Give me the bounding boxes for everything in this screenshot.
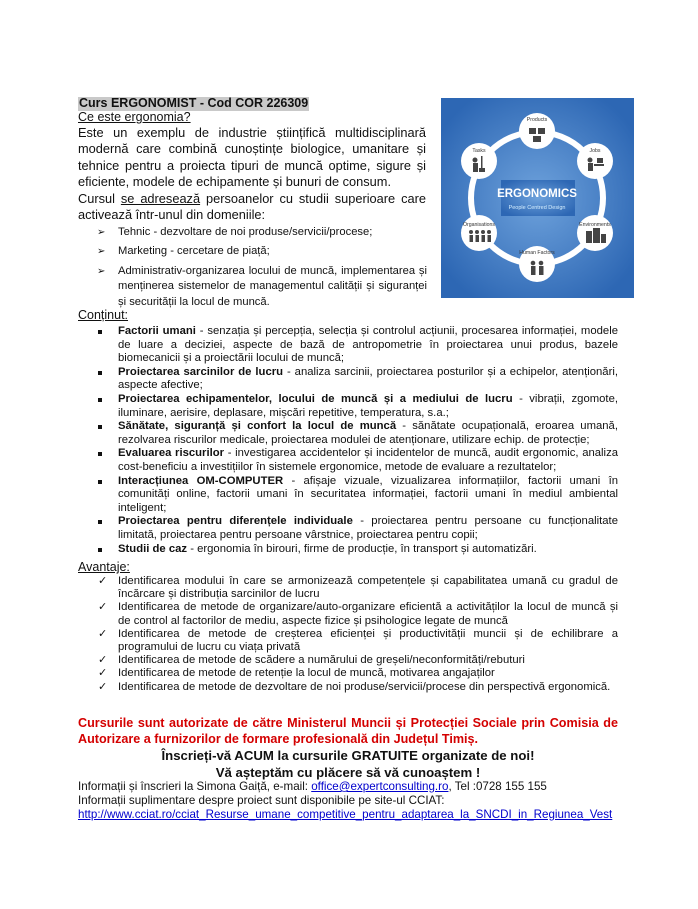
node-jobs: Jobs: [589, 148, 601, 154]
list-item: Proiectarea pentru diferențele individuale - proiectarea pentru persoane cu funcționalitate limitată, proiectarea pentru persoane vârstnice, proiectarea pentru copii;: [97, 515, 618, 542]
list-item: Sănătate, siguranță și confort la locul de muncă - sănătate ocupațională, eroarea umană, rezolvarea riscurilor medicale, proiectarea modulei de atenționare, utilizare echip. de protecție;: [97, 420, 618, 447]
advantages-heading: Avantaje:: [78, 560, 130, 574]
project-link[interactable]: http://www.cciat.ro/cciat_Resurse_umane_competitive_pentru_adaptarea_la_SNCDI_in_Regiunea_Vest: [78, 808, 613, 821]
list-item: Proiectarea echipamentelor, locului de muncă și a mediului de lucru - vibrații, zgomote, iluminare, aerisire, deplasare, mișcări repetitive, temperatura, s.a.;: [97, 393, 618, 420]
list-item: Studii de caz - ergonomia în birouri, firme de producție, în transport și automatizări.: [97, 543, 618, 557]
email-link[interactable]: office@expertconsulting.ro: [311, 780, 449, 793]
node-tasks: Tasks: [472, 148, 486, 154]
graphic-subtitle: People Centred Design: [508, 205, 566, 211]
list-item: ➢ Administrativ-organizarea locului de muncă, implementarea și menținerea sistemelor de managementul calității și siguranței și securității la locul de muncă.: [97, 264, 427, 308]
project-link-line: [78, 808, 612, 822]
check-icon: ✓: [98, 601, 108, 614]
advantages-list: [97, 575, 618, 694]
list-item: ➢ Marketing - cercetare de piață;: [97, 245, 270, 258]
node-products: Products: [526, 117, 548, 123]
intro-line: eficiente, modele de echipamente și bunuri de consum.: [78, 174, 391, 190]
intro-paragraph: [78, 125, 426, 223]
more-info-line: Informații suplimentare despre proiect sunt disponibile pe site-ul CCIAT:: [78, 794, 445, 807]
list-item: ✓ Identificarea modului în care se armonizează competențele și capabilitatea umană cu gradul de încărcare și distribuția sarcinilor de lucru: [98, 575, 618, 601]
cta-enroll: Înscrieți-vă ACUM la cursurile GRATUITE organizate de noi!: [161, 748, 535, 763]
content-heading: Conținut:: [78, 308, 129, 322]
node-environments: Environments: [579, 222, 611, 228]
check-icon: ✓: [98, 667, 108, 680]
audience-line-2: activează într-unul din domeniile:: [78, 207, 266, 223]
list-item: Evaluarea riscurilor - investigarea accidentelor și incidentelor de muncă, audit ergonomic, analiza cost-beneficiu a investițiilor în sistemele ergonomice, metode de evaluare a rezultatelor;: [97, 447, 618, 474]
list-item: ✓ Identificarea de metode de creșterea eficienței și productivității muncii și de echilibrare a programului de lucru cu viața privată: [98, 627, 618, 654]
intro-line: modernă care combină cunoștințe biologice, umanitare și: [78, 141, 426, 157]
graphic-title: ERGONOMICS: [497, 188, 577, 200]
contact-line: Informații și înscrieri la Simona Gaiță, e-mail: office@expertconsulting.ro, Tel :0728 155 155: [78, 780, 547, 793]
check-icon: ✓: [98, 654, 108, 667]
domains-list: [97, 225, 427, 314]
list-item: Factorii umani - senzația și percepția, selecția și controlul acțiunii, procesarea informației, modele de luare a deciziei, aspecte de bază de antropometrie în proiectarea unui produs, bazele biomecanicii și a proiectării locului de muncă;: [97, 325, 618, 366]
intro-line: tehnice pentru a proiecta tipuri de muncă optime, sigure și: [78, 157, 426, 173]
list-item: ✓ Identificarea de metode de scădere a numărului de greșeli/neconformități/rebuturi: [98, 654, 525, 667]
list-item: ✓ Identificarea de metode de organizare/auto-organizare eficientă a activităților la locul de muncă și de control al factorilor de mediu, aspecte fizice și psihologice legate de muncă: [98, 601, 618, 627]
check-icon: ✓: [98, 575, 108, 587]
list-item: ✓ Identificarea de metode de retenție la locul de muncă, motivarea angajaților: [98, 667, 495, 680]
document-title: Curs ERGONOMIST - Cod COR 226309: [79, 96, 309, 110]
node-human-factors: Human Factors: [519, 250, 555, 256]
list-item: ✓ Identificarea de metode de dezvoltare de noi produse/servicii/procese din perspectivă ergonomică.: [98, 680, 611, 693]
audience-line: Cursul se adresează persoanelor cu studii superioare care: [78, 190, 426, 206]
list-item: Proiectarea sarcinilor de lucru - analiza sarcinii, proiectarea posturilor și a echipelor, atenționări, aspecte afective;: [97, 366, 618, 393]
cta-welcome: Vă așteptăm cu plăcere să vă cunoaștem !: [215, 765, 481, 780]
list-item: Interacțiunea OM-COMPUTER - afișaje vizuale, vizualizarea informațiilor, factorii umani în comunități online, factorii umani în securitatea informației, factorii umani în mediul ambiental inteligent;: [97, 475, 618, 516]
check-icon: ✓: [98, 680, 108, 693]
question-heading: Ce este ergonomia?: [78, 110, 191, 124]
content-list: [97, 325, 618, 556]
ergonomics-graphic: [441, 98, 634, 298]
node-organisations: Organisations: [462, 222, 496, 228]
list-item: ➢ Tehnic - dezvoltare de noi produse/servicii/procese;: [97, 226, 373, 238]
intro-line: Este un exemplu de industrie științifică multidisciplinară: [78, 125, 426, 140]
authorization-notice: Cursurile sunt autorizate de către Ministerul Muncii și Protecției Sociale prin Comisia de Autorizare a furnizorilor de formare profesională din Județul Timiș.: [78, 716, 618, 746]
check-icon: ✓: [98, 627, 108, 640]
